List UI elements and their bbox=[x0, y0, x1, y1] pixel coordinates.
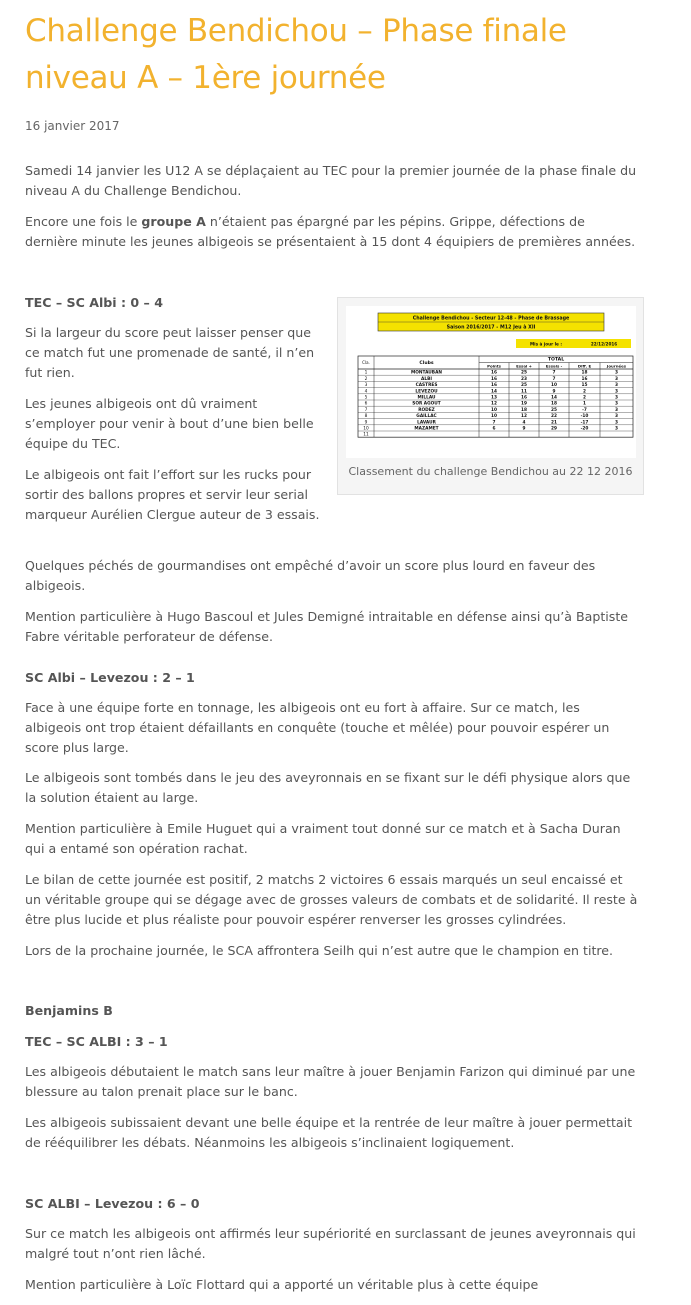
table-header-line2: Saison 2016/2017 - M12 Jeu à XII bbox=[446, 325, 536, 331]
match1-paragraph-3: Le albigeois ont fait l’effort sur les rucks pour sortir des ballons propres et servir leur serial marqueur Aurélien Clergue auteur de 3 essais. bbox=[25, 467, 320, 522]
table-cell: 9 bbox=[364, 420, 368, 426]
table-cell: 3 bbox=[615, 370, 618, 376]
table-cell: 3 bbox=[615, 407, 618, 413]
table-cell: 12 bbox=[521, 414, 527, 420]
table-cell: 1 bbox=[583, 401, 586, 407]
intro-2-text-b: n’étaient pas épargné par les pépins. Grippe, défections de dernière minute les jeunes albigeois se présentaient à 15 dont 4 équipiers de premières années. bbox=[25, 214, 636, 249]
intro-2-text-a: Encore une fois le bbox=[25, 214, 142, 229]
post-date: 16 janvier 2017 bbox=[25, 119, 120, 133]
table-cell: 4 bbox=[364, 389, 368, 395]
article-title bbox=[25, 8, 665, 102]
table-cell: 25 bbox=[521, 370, 527, 376]
match1-heading: TEC – SC Albi : 0 – 4 bbox=[25, 295, 163, 310]
table-cell: 13 bbox=[491, 395, 497, 401]
table-cell: 15 bbox=[581, 383, 588, 389]
table-cell: 16 bbox=[491, 383, 497, 389]
table-cell: 18 bbox=[551, 401, 557, 407]
table-cell: 3 bbox=[364, 383, 368, 389]
match4-paragraph-2: Mention particulière à Loïc Flottard qui a apporté un véritable plus à cette équipe bbox=[25, 1277, 539, 1292]
table-cell: LAVAUR bbox=[417, 420, 436, 426]
table-cell: 19 bbox=[521, 401, 527, 407]
match4-paragraph-1: Sur ce match les albigeois ont affirmés leur supériorité en surclassant de jeunes aveyronnais qui malgré tout n’ont rien lâché. bbox=[25, 1226, 636, 1261]
table-cell: 16 bbox=[491, 376, 497, 382]
match1-paragraph-4: Quelques péchés de gourmandises ont empêché d’avoir un score plus lourd en faveur des albigeois. bbox=[25, 558, 596, 593]
update-label: Mis à jour le : bbox=[529, 341, 563, 347]
table-cell: 7 bbox=[364, 407, 368, 413]
table-cell: 2 bbox=[364, 376, 368, 382]
table-cell: 7 bbox=[492, 420, 496, 426]
match3-paragraph-2: Les albigeois subissaient devant une belle équipe et la rentrée de leur maître à jouer permettait de rééquilibrer les débats. Néanmoins les albigeois s’inclinaient logiquement. bbox=[25, 1115, 633, 1150]
table-cell: GAILLAC bbox=[416, 414, 437, 420]
table-cell: 5 bbox=[364, 395, 368, 401]
article-title-line2: niveau A – 1ère journée bbox=[25, 60, 386, 96]
table-cell: 25 bbox=[521, 383, 527, 389]
table-cell: 11 bbox=[521, 389, 527, 395]
match1-paragraph-2: Les jeunes albigeois ont dû vraiment s’employer pour venir à bout d’une bien belle équipe du TEC. bbox=[25, 396, 314, 451]
table-cell: 3 bbox=[615, 401, 618, 407]
table-cell: 14 bbox=[491, 389, 497, 395]
table-cell: 3 bbox=[615, 414, 618, 420]
match2-paragraph-1: Face à une équipe forte en tonnage, les albigeois ont eu fort à affaire. Sur ce match, les albigeois ont trop étaient défaillants en conquête (touche et mêlée) pour pouvoir espérer un score plus large. bbox=[25, 700, 610, 755]
match3-heading: TEC – SC ALBI : 3 – 1 bbox=[25, 1034, 168, 1049]
table-cell: 25 bbox=[551, 407, 557, 413]
table-cell: MAZAMET bbox=[414, 426, 439, 432]
table-cell: 9 bbox=[552, 389, 556, 395]
table-cell: 23 bbox=[521, 376, 527, 382]
table-cell: 21 bbox=[551, 420, 557, 426]
article-title-line1: Challenge Bendichou – Phase finale bbox=[25, 13, 567, 49]
group-a-label: groupe A bbox=[141, 214, 206, 229]
col-header-sub: Journées bbox=[606, 363, 627, 369]
table-cell: 6 bbox=[364, 401, 368, 407]
table-cell: 14 bbox=[551, 395, 557, 401]
table-cell: -7 bbox=[582, 407, 587, 413]
match4-heading: SC ALBI – Levezou : 6 – 0 bbox=[25, 1196, 200, 1211]
table-cell: 22 bbox=[551, 414, 557, 420]
table-cell: CASTRES bbox=[415, 383, 438, 389]
match2-paragraph-4: Le bilan de cette journée est positif, 2 matchs 2 victoires 6 essais marqués un seul encaissé et un véritable groupe qui se dégage avec de grosses valeurs de combats et de solidarité. Il reste à être plus lucide et plus réaliste pour pouvoir espérer renverser les grosses cylindrées. bbox=[25, 872, 638, 927]
match1-paragraph-1: Si la largeur du score peut laisser penser que ce match fut une promenade de santé, il n’en fut rien. bbox=[25, 325, 315, 380]
table-cell: RODEZ bbox=[418, 407, 435, 413]
benjamins-heading: Benjamins B bbox=[25, 1003, 113, 1018]
ranking-table-image bbox=[346, 306, 636, 458]
table-cell: 29 bbox=[551, 426, 557, 432]
table-cell: -10 bbox=[580, 414, 589, 420]
table-header-line1: Challenge Bendichou - Secteur 12-48 - Phase de Brassage bbox=[412, 316, 570, 322]
table-cell: 3 bbox=[615, 420, 618, 426]
match2-paragraph-5: Lors de la prochaine journée, le SCA affrontera Seilh qui n’est autre que le champion en titre. bbox=[25, 943, 614, 958]
table-cell: 18 bbox=[581, 370, 588, 376]
table-cell: -20 bbox=[580, 426, 589, 432]
figure-caption: Classement du challenge Bendichou au 22 12 2016 bbox=[348, 465, 633, 478]
table-cell: 18 bbox=[521, 407, 527, 413]
intro-paragraph-2 bbox=[25, 212, 640, 252]
table-cell: 4 bbox=[522, 420, 526, 426]
table-cell: 10 bbox=[363, 426, 369, 432]
table-cell: 3 bbox=[615, 426, 618, 432]
table-cell: LEVEZOU bbox=[415, 389, 438, 395]
update-date: 22/12/2016 bbox=[590, 341, 618, 347]
table-cell: 10 bbox=[551, 383, 557, 389]
col-header-total: TOTAL bbox=[547, 357, 565, 363]
intro-paragraph-1: Samedi 14 janvier les U12 A se déplaçaient au TEC pour la premier journée de la phase finale du niveau A du Challenge Bendichou. bbox=[25, 163, 637, 198]
col-header-sub: Diff. E bbox=[577, 363, 592, 369]
table-cell: 6 bbox=[492, 426, 496, 432]
table-cell: 3 bbox=[615, 383, 618, 389]
match3-paragraph-1: Les albigeois débutaient le match sans leur maître à jouer Benjamin Farizon qui diminué par une blessure au talon prenait place sur le banc. bbox=[25, 1064, 636, 1099]
col-header-cla: Cla. bbox=[362, 360, 370, 365]
table-cell: 9 bbox=[522, 426, 526, 432]
table-cell: SOR AGOUT bbox=[412, 401, 441, 407]
col-header-sub: Essai + bbox=[516, 363, 532, 369]
table-cell: 16 bbox=[491, 370, 497, 376]
table-cell: 8 bbox=[364, 414, 368, 420]
table-cell: 12 bbox=[491, 401, 497, 407]
match1-paragraph-5: Mention particulière à Hugo Bascoul et Jules Demigné intraitable en défense ainsi qu’à Baptiste Fabre véritable perforateur de défense. bbox=[25, 609, 629, 644]
table-cell: 2 bbox=[583, 395, 586, 401]
table-cell: -17 bbox=[580, 420, 589, 426]
match2-paragraph-2: Le albigeois sont tombés dans le jeu des aveyronnais en se fixant sur le défi physique alors que la solution étaient au large. bbox=[25, 770, 631, 805]
col-header-sub: Essais - bbox=[545, 363, 563, 369]
table-cell: 1 bbox=[364, 370, 368, 376]
match2-paragraph-3: Mention particulière à Emile Huguet qui a vraiment tout donné sur ce match et à Sacha Duran qui a entamé son opération rachat. bbox=[25, 821, 621, 856]
table-cell: 3 bbox=[615, 395, 618, 401]
col-header-sub: Points bbox=[487, 363, 501, 369]
table-cell: 2 bbox=[583, 389, 586, 395]
table-cell: MONTAUBAN bbox=[410, 370, 443, 376]
ranking-figure bbox=[337, 297, 644, 495]
col-header-clubs: Clubs bbox=[419, 361, 434, 366]
match2-heading: SC Albi – Levezou : 2 – 1 bbox=[25, 670, 195, 685]
table-cell: 11 bbox=[363, 432, 369, 438]
table-cell: 7 bbox=[552, 376, 556, 382]
table-cell: 10 bbox=[491, 414, 497, 420]
table-cell: 16 bbox=[521, 395, 527, 401]
table-cell: 3 bbox=[615, 389, 618, 395]
table-cell: 3 bbox=[615, 376, 618, 382]
table-cell: MILLAU bbox=[417, 395, 436, 401]
table-cell: ALBI bbox=[421, 376, 432, 382]
table-cell: 10 bbox=[491, 407, 497, 413]
table-cell: 16 bbox=[581, 376, 588, 382]
table-cell: 7 bbox=[552, 370, 556, 376]
